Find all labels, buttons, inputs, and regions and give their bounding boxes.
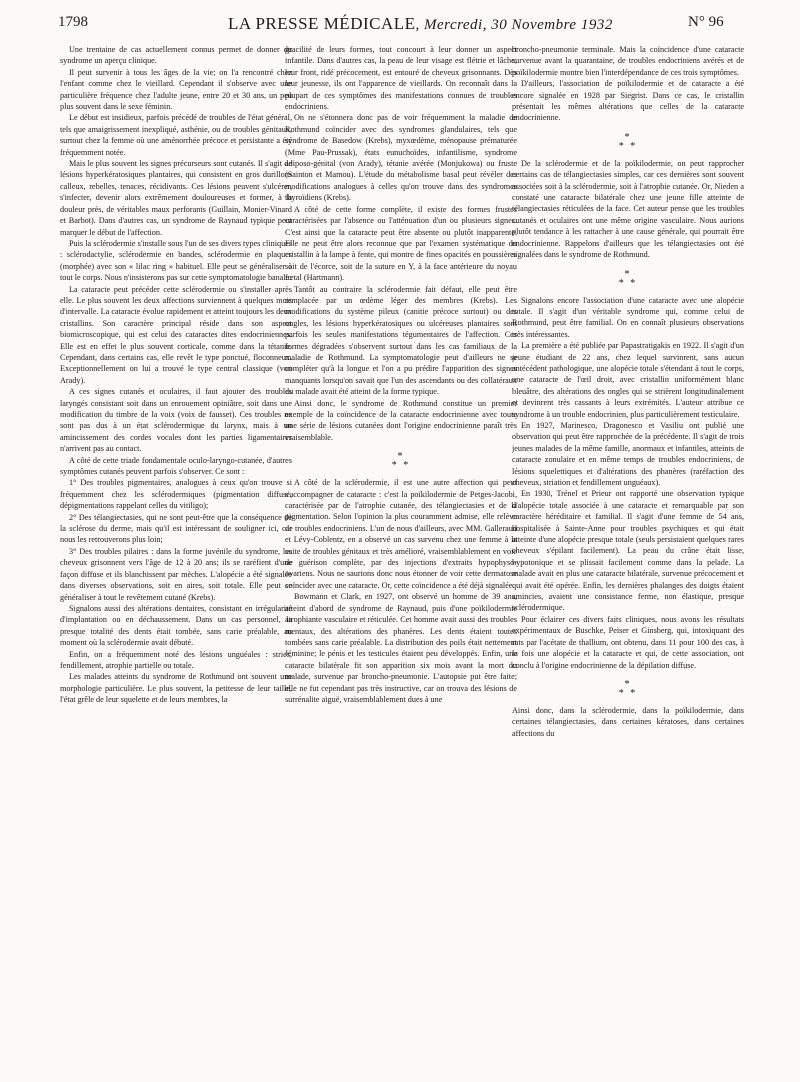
journal-title: LA PRESSE MÉDICALE, Mercredi, 30 Novembre 1932 <box>228 14 613 33</box>
column-1 <box>60 44 292 1074</box>
paragraph: Pour éclairer ces divers faits cliniques, nous avons les résultats expérimentaux de Buschke, Peiser et Ginsberg, qui, intoxiquant des rats par l'acétate de thallium, ont obtenu, dans 11 pour 100 des cas, à la fois une alopécie et la cataracte et qui, de cette association, ont conclu à l'origine endocrinienne de la dépilation diffuse. <box>512 614 744 670</box>
paragraph: 1° Des troubles pigmentaires, analogues à ceux qu'on trouve si fréquemment chez les sclérodermiques (pigmentation diffuse, dépigmentations rappelant celles du vitiligo); <box>60 478 292 511</box>
paragraph: Les malades atteints du syndrome de Rothmund ont souvent une morphologie particulière. Le plus souvent, la petitesse de leur taille, l'état grêle de leur squelette et de leurs membres, la <box>60 672 292 705</box>
paragraph: Il peut survenir à tous les âges de la vie; on l'a rencontré chez l'enfant comme chez le vieillard. Cependant il s'observe avec une particulière fréquence chez l'adulte jeune, entre 20 et 30 ans, un peu plus souvent dans le sexe féminin. <box>60 67 292 112</box>
col2-text-a <box>285 44 517 443</box>
paragraph: Une trentaine de cas actuellement connus permet de donner du syndrome un aperçu clinique. <box>60 45 292 66</box>
paragraph: Tantôt au contraire la sclérodermie fait défaut, elle peut être remplacée par un œdème léger des membres (Krebs). Les modifications du système pileux (canitie précoce surtout) ou des ongles, les lésions hyperkératosiques ou ulcéreuses plantaires sont parfois les seules manifestations tégumentaires de l'affection. Ces formes dégradées s'observent surtout dans les cas familiaux de la maladie de Rothmund. La symptomatologie peut d'ailleurs ne se compléter qu'à la longue et l'on a pu prédire l'apparition des signes manquants lorsqu'on savait que l'un des ascendants ou des collatéraux du malade avait été atteint de la forme typique. <box>285 284 517 397</box>
issue-number: N° 96 <box>688 14 724 30</box>
paragraph: Signalons aussi des altérations dentaires, consistant en irrégularité d'implantation ou en déchaussement. Dans un cas personnel, la presque totalité des dents était tombée, sans carie préalable, au moment où la sclérodermie avait débuté. <box>60 603 292 648</box>
col3-text-a <box>512 44 744 124</box>
page-number: 1798 <box>58 14 88 30</box>
col3-text-b <box>512 158 744 261</box>
paragraph: 2° Des télangiectasies, qui ne sont peut-être que la conséquence de la sclérose du derme, mais qu'il est intéressant de souligner ici, car nous les retrouverons plus loin; <box>60 512 292 545</box>
paragraph: Mais le plus souvent les signes précurseurs sont cutanés. Il s'agit de lésions hyperkératosiques plantaires, qui consistent en gros durillons calleux, rebelles, tenaces, récidivants. Ces lésions peuvent s'ulcérer, s'infecter, devenir alors extrêmement douloureuses et former, à la douleur près, de véritables maux perforants (Guillain, Monier-Vinard et Barbot). Dans d'autres cas, un syndrome de Raynaud typique peut marquer le début de l'affection. <box>60 159 292 237</box>
section-asterism: * * * <box>391 451 411 472</box>
column-3 <box>512 44 744 1074</box>
paragraph: Ainsi donc, le syndrome de Rothmund constitue un premier exemple de la coïncidence de la cataracte endocrinienne avec toute une série de lésions cutanées dont l'origine endocrinienne paraît très vraisemblable. <box>285 398 517 442</box>
paragraph: A côté de cette triade fondamentale oculo-laryngo-cutanée, d'autres symptômes cutanés peuvent parfois s'observer. Ce sont : <box>60 455 292 477</box>
paragraph: Bowmann et Clark, en 1927, ont observé un homme de 39 ans, atteint d'abord de syndrome de Raynaud, puis d'une poïkilodermie atrophiante vasculaire et réticulée. Cet homme avait aussi des troubles mentaux, des altérations des phanères. Les dents étaient toutes tombées sans carie préalable. La distribution des poils était nettement féminine; le pénis et les testicules étaient peu développés. Enfin, une cataracte bilatérale fit son apparition six mois avant la mort du malade, survenue par broncho-pneumonie. L'autopsie put être faite; elle ne fut cependant pas très instructive, car on trouva des lésions de surrénalite aiguë, vraisemblablement dues à une <box>285 592 517 704</box>
paragraph: A côté de cette forme complète, il existe des formes frustes caractérisées par l'absence ou l'atténuation d'un ou plusieurs signes. C'est ainsi que la cataracte peut être absente ou plutôt inapparente. Elle ne peut être alors reconnue que par l'examen systématique du cristallin à la lampe à fente, qui montre de fines opacités en poussières soit de l'écorce, soit de la suture en Y, à la face antérieure du noyau fœtal (Hartmann). <box>285 204 517 283</box>
paragraph: A ces signes cutanés et oculaires, il faut ajouter des troubles laryngés consistant soit dans un enrouement opiniâtre, soit dans une modification du timbre de la voix (voix de fausset). Ces troubles ne sont pas dus à un état sclérodermique du larynx, mais à un amincissement des cordes vocales dont les parties ligamentaires n'arrivent pas au contact. <box>60 387 292 454</box>
col1-text <box>60 44 292 706</box>
col2-text-b <box>285 477 517 705</box>
col3-text-c <box>512 295 744 671</box>
paragraph: A côté de la sclérodermie, il est une autre affection qui peut s'accompagner de cataracte : c'est la poïkilodermie de Petges-Jacobi, caractérisée par de l'atrophie cutanée, des télangiectasies et de la pigmentation. Selon l'opinion la plus couramment admise, elle relève de troubles endocriniens. L'un de nous d'ailleurs, avec MM. Galleraud et Lévy-Coblentz, en a observé un cas survenu chez une femme à la suite de troubles génitaux et très amélioré, vraisemblablement en voie de guérison complète, par des injections d'extraits hypophyso-ovariens. Nous ne saurions donc nous étonner de voir cette dermatose coïncider avec une cataracte. Or, cette coïncidence a été déjà signalée. <box>285 478 517 590</box>
running-header <box>0 0 800 44</box>
section-asterism: * * * <box>618 131 638 152</box>
paragraph: gracilité de leurs formes, tout concourt à leur donner un aspect infantile. Dans d'autres cas, la peau de leur visage est flétrie et lâche; leur front, ridé précocement, est entouré de cheveux grisonnants. Dès leur jeunesse, ils ont l'apparence de vieillards. On reconnaît dans la plupart de ces symptômes des manifestations connues de troubles endocriniens. <box>285 45 517 112</box>
col3-text-d <box>512 705 744 739</box>
paragraph: Signalons encore l'association d'une cataracte avec une alopécie totale. Il s'agit d'un véritable syndrome qui, comme celui de Rothmund, peut être familial. On en connaît plusieurs observations très intéressantes. <box>512 295 744 339</box>
paragraph: Enfin, on a fréquemment noté des lésions unguéales : stries, fendillement, atrophie partielle ou totale. <box>60 649 292 670</box>
paragraph: Ainsi donc, dans la sclérodermie, dans la poïkilodermie, dans certaines télangiectasies, dans certaines kératoses, dans certaines affections du <box>512 705 744 738</box>
issue-date: Mercredi, 30 Novembre 1932 <box>424 17 613 33</box>
paragraph: Le début est insidieux, parfois précédé de troubles de l'état général, tels que amaigrissement inexpliqué, asthénie, ou de troubles génitaux, surtout chez la femme où une aménorrhée précoce et persistante a été fréquemment notée. <box>60 113 292 157</box>
paragraph: 3° Des troubles pilaires : dans la forme juvénile du syndrome, les cheveux grisonnent vers l'âge de 12 à 20 ans; ils se raréfient d'une façon diffuse et ils blanchissent par mèches. L'alopécie a été signalée dans diverses observations, soit en aires, soit totale. Elle peut se généraliser à tout le revêtement cutané (Krebs). <box>60 546 292 602</box>
paragraph: La cataracte peut précéder cette sclérodermie ou s'installer après elle. Le plus souvent les deux affections surviennent à quelques mois d'intervalle. La cataracte évolue rapidement et atteint toujours les deux cristallins. Son caractère principal réside dans son aspect biomicroscopique, qui est celui des cataractes dites endocriniennes. Elle est en effet le plus souvent corticale, comme dans la tétanie. Cependant, dans certains cas, elle revêt le type ponctué, floconneux. Exceptionnellement on lui a trouvé le type central classique (von Arady). <box>60 284 292 385</box>
paragraph: En 1927, Marinesco, Dragonesco et Vasiliu ont publié une observation qui peut être rapprochée de la précédente. Il s'agit de trois jeunes malades de la même famille, anormaux et infantiles, atteints de cataracte zonulaire et en même temps de troubles endocriniens, de lésions squelettiques et d'altérations des phanères (raréfaction des cheveux, striation et fendillement unguéaux). <box>512 420 744 487</box>
paragraph: La première a été publiée par Papastratigakis en 1922. Il s'agit d'un jeune étudiant de 22 ans, chez lequel survinrent, sans aucun antécédent pathologique, une alopécie totale s'étendant à tout le corps, une cataracte de l'œil droit, avec cristallin uniformément blanc bleuâtre, des altérations des ongles qui se strièrent longitudinalement et devinrent très cassants à leurs extrémités. L'auteur attribue ce syndrome à un trouble endocrinien, plus particulièrement testiculaire. <box>512 341 744 419</box>
journal-name: LA PRESSE MÉDICALE <box>228 14 416 33</box>
paragraph: D'ailleurs, l'association de poïkilodermie et de cataracte a été encore signalée en 1928 par Siegrist. Dans ce cas, le cristallin présentait les mêmes altérations que celles de la cataracte endocrinienne. <box>512 79 744 123</box>
paragraph: En 1930, Trénel et Prieur ont rapporté une observation typique d'alopécie totale associée à une cataracte et remarquable par son caractère héréditaire et familial. Il s'agit d'une femme de 54 ans, hospitalisée à Sainte-Anne pour troubles psychiques et qui était atteinte d'une alopécie presque totale (seuls persistaient quelques rares cheveux s'épilant facilement). La peau du crâne était lisse, hypotonique et se plissait facilement comme dans la pelade. La malade avait en plus une cataracte bilatérale, survenue précocement et qui avait été opérée. Enfin, les dernières phalanges des doigts étaient amincies, avaient une consistance ferme, non élastique, presque sclérodermique. <box>512 489 744 613</box>
section-asterism: * * * <box>618 268 638 289</box>
paragraph: De la sclérodermie et de la poïkilodermie, on peut rapprocher certains cas de télangiectasies simples, car ces dernières sont souvent associées soit à la sclérodermie, soit à l'atrophie cutanée. Or, Nieden a constaté une cataracte bilatérale chez une jeune fille atteinte de télangiectasies réticulées de la face. Cet auteur pense que les troubles cutanés et oculaires ont une même origine vasculaire. Nous aurions plutôt tendance à les rattacher à une cause générale, qui pourrait être endocrinienne. Rappelons d'ailleurs que les télangiectasies ont été signalées dans le syndrome de Rothmund. <box>512 158 744 260</box>
paragraph: On ne s'étonnera donc pas de voir fréquemment la maladie de Rothmund coïncider avec des syndromes glandulaires, tels que syndrome de Basedow (Krebs), myxœdème, ménopause prématurée (Mme Pau-Prussak), états eunuchoïdes, infantilisme, syndrome adiposo-génital (von Arady), tétanie avérée (Monjukowa) ou fruste (Sainton et Mamou). L'étude du métabolisme basal peut révéler des modifications analogues à celles qu'on trouve dans des syndromes thyroïdiens (Krebs). <box>285 113 517 203</box>
paragraph: broncho-pneumonie terminale. Mais la coïncidence d'une cataracte survenue avant la quarantaine, de troubles endocriniens avérés et de poïkilodermie montre bien l'interdépendance de ces trois symptômes. <box>512 45 744 77</box>
column-2 <box>285 44 517 1074</box>
paragraph: Puis la sclérodermie s'installe sous l'un de ses divers types cliniques : sclérodactylie, sclérodermie en bandes, sclérodermie en plaques (morphée) avec son « lilac ring » habituel. Elle peut se généraliser à tout le corps. Nous n'insisterons pas sur cette symptomatologie banale. <box>60 238 292 283</box>
section-asterism: * * * <box>618 678 638 699</box>
